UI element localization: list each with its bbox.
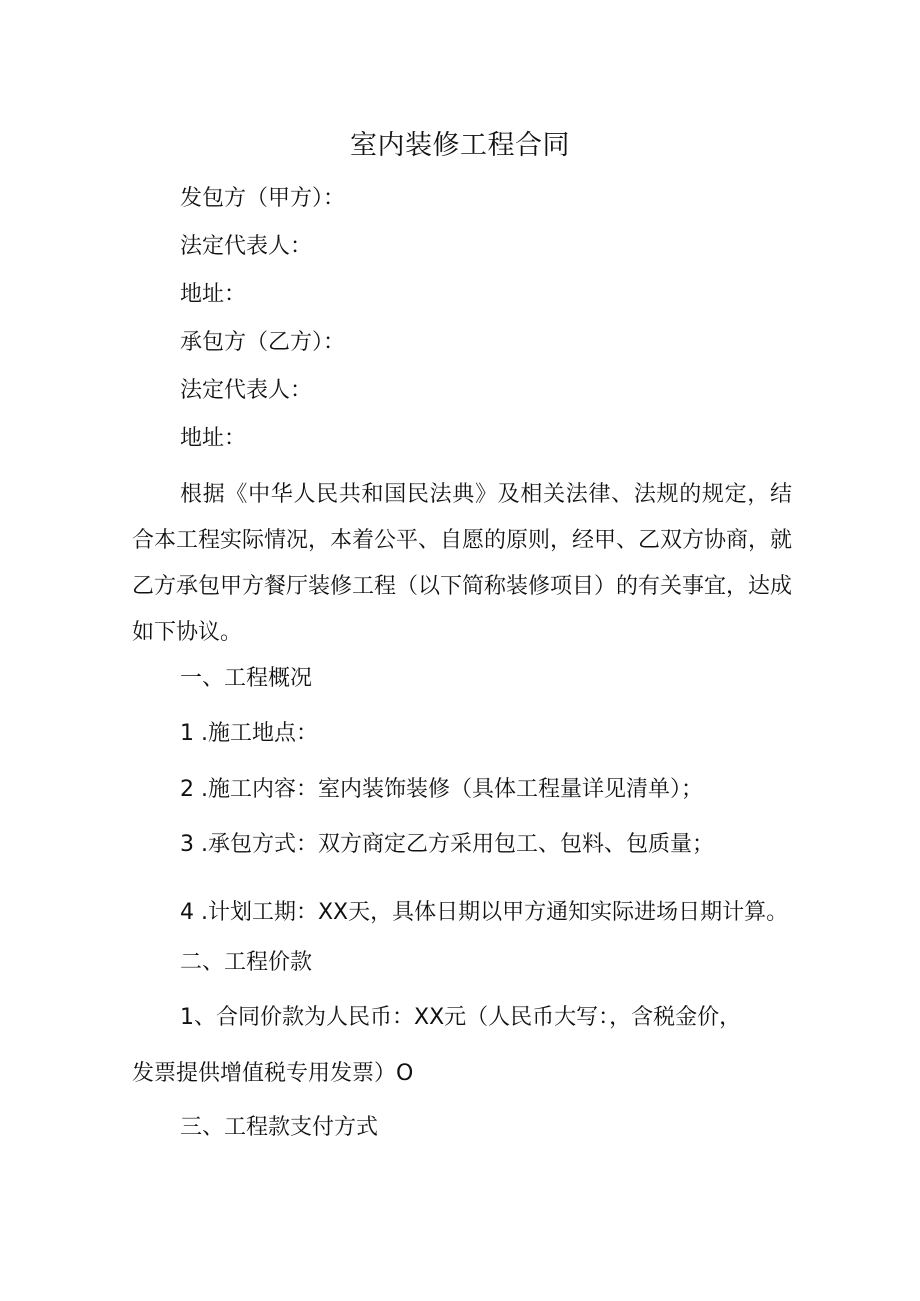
section-2-item-1-line-1: 1、合同价款为人民币：XX元（人民币大写：，含税金价，: [180, 1005, 742, 1030]
section-3-heading: 三、工程款支付方式: [180, 1115, 379, 1140]
party-a-label: 发包方（甲方）：: [180, 186, 346, 211]
party-a-address-label: 地址：: [180, 282, 247, 307]
preamble-paragraph: 根据《中华人民共和国民法典》及相关法律、法规的规定，结合本工程实际情况，本着公平、自愿的原则，经甲、乙双方协商，就乙方承包甲方餐厅装修工程（以下简称装修项目）的有关事宜，达成如下协议。: [132, 482, 793, 645]
party-a-representative-label: 法定代表人：: [180, 234, 313, 259]
section-1-item-4: 4 .计划工期：XX天，具体日期以甲方通知实际进场日期计算。: [180, 900, 789, 925]
section-2-item-1-line-2: 发票提供增值税专用发票）O: [132, 1061, 414, 1086]
section-2-heading: 二、工程价款: [180, 950, 313, 975]
party-b-representative-label: 法定代表人：: [180, 378, 313, 403]
document-title: 室内装修工程合同: [350, 130, 570, 161]
section-1-heading: 一、工程概况: [180, 666, 313, 691]
party-b-label: 承包方（乙方）：: [180, 330, 346, 355]
section-1-item-1: 1 .施工地点：: [180, 721, 318, 746]
section-1-item-3: 3 .承包方式：双方商定乙方采用包工、包料、包质量；: [180, 832, 714, 857]
section-1-item-2: 2 .施工内容：室内装饰装修（具体工程量详见清单）；: [180, 777, 703, 802]
party-b-address-label: 地址：: [180, 426, 247, 451]
